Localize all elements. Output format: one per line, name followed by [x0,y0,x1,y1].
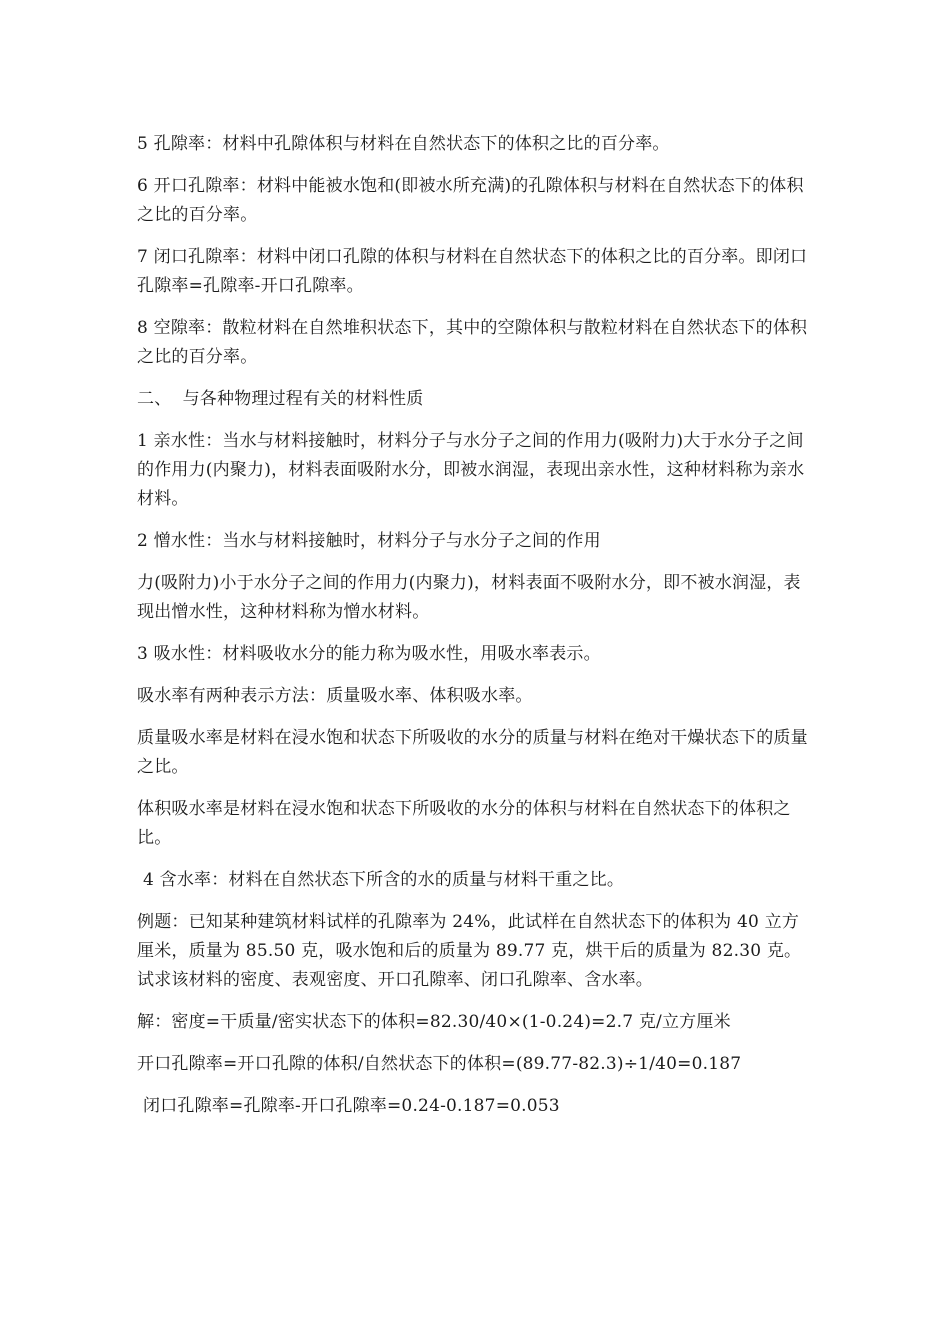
paragraph-porosity: 5 孔隙率：材料中孔隙体积与材料在自然状态下的体积之比的百分率。 [137,134,670,154]
paragraph-hydrophilic: 1 亲水性：当水与材料接触时，材料分子与水分子之间的作用力(吸附力)大于水分子之间的作用力(内聚力)，材料表面吸附水分，即被水润湿，表现出亲水性，这种材料称为亲水材料。 [137,431,805,509]
paragraph-closed-porosity: 7 闭口孔隙率：材料中闭口孔隙的体积与材料在自然状态下的体积之比的百分率。即闭口孔隙率=孔隙率-开口孔隙率。 [137,247,808,296]
paragraph-volume-absorption: 体积吸水率是材料在浸水饱和状态下所吸收的水分的体积与材料在自然状态下的体积之比。 [137,799,791,848]
paragraph-hydrophobic-cont: 力(吸附力)小于水分子之间的作用力(内聚力)，材料表面不吸附水分，即不被水润湿，表现出憎水性，这种材料称为憎水材料。 [137,573,801,622]
paragraph-solution-open-porosity: 开口孔隙率=开口孔隙的体积/自然状态下的体积=(89.77-82.3)÷1/40=0.187 [137,1054,742,1074]
paragraph-solution-closed-porosity: 闭口孔隙率=孔隙率-开口孔隙率=0.24-0.187=0.053 [143,1096,560,1116]
paragraph-hydrophobic: 2 憎水性：当水与材料接触时，材料分子与水分子之间的作用 [137,531,601,551]
paragraph-solution-density: 解：密度=干质量/密实状态下的体积=82.30/40×(1-0.24)=2.7 克/立方厘米 [137,1012,731,1032]
paragraph-example: 例题：已知某种建筑材料试样的孔隙率为 24%，此试样在自然状态下的体积为 40 立方厘米，质量为 85.50 克，吸水饱和后的质量为 89.77 克，烘干后的质量为 82.30 克。试求该材料的密度、表观密度、开口孔隙率、闭口孔隙率、含水率。 [137,912,802,990]
paragraph-moisture-content: 4 含水率：材料在自然状态下所含的水的质量与材料干重之比。 [143,870,625,890]
section-heading: 二、 与各种物理过程有关的材料性质 [137,389,424,409]
document-body [137,130,815,1134]
paragraph-open-porosity: 6 开口孔隙率：材料中能被水饱和(即被水所充满)的孔隙体积与材料在自然状态下的体积之比的百分率。 [137,176,804,225]
paragraph-void-ratio: 8 空隙率：散粒材料在自然堆积状态下，其中的空隙体积与散粒材料在自然状态下的体积之比的百分率。 [137,318,808,367]
paragraph-water-absorption: 3 吸水性：材料吸收水分的能力称为吸水性，用吸水率表示。 [137,644,601,664]
paragraph-absorption-methods: 吸水率有两种表示方法：质量吸水率、体积吸水率。 [137,686,533,706]
paragraph-mass-absorption: 质量吸水率是材料在浸水饱和状态下所吸收的水分的质量与材料在绝对干燥状态下的质量之比。 [137,728,808,777]
